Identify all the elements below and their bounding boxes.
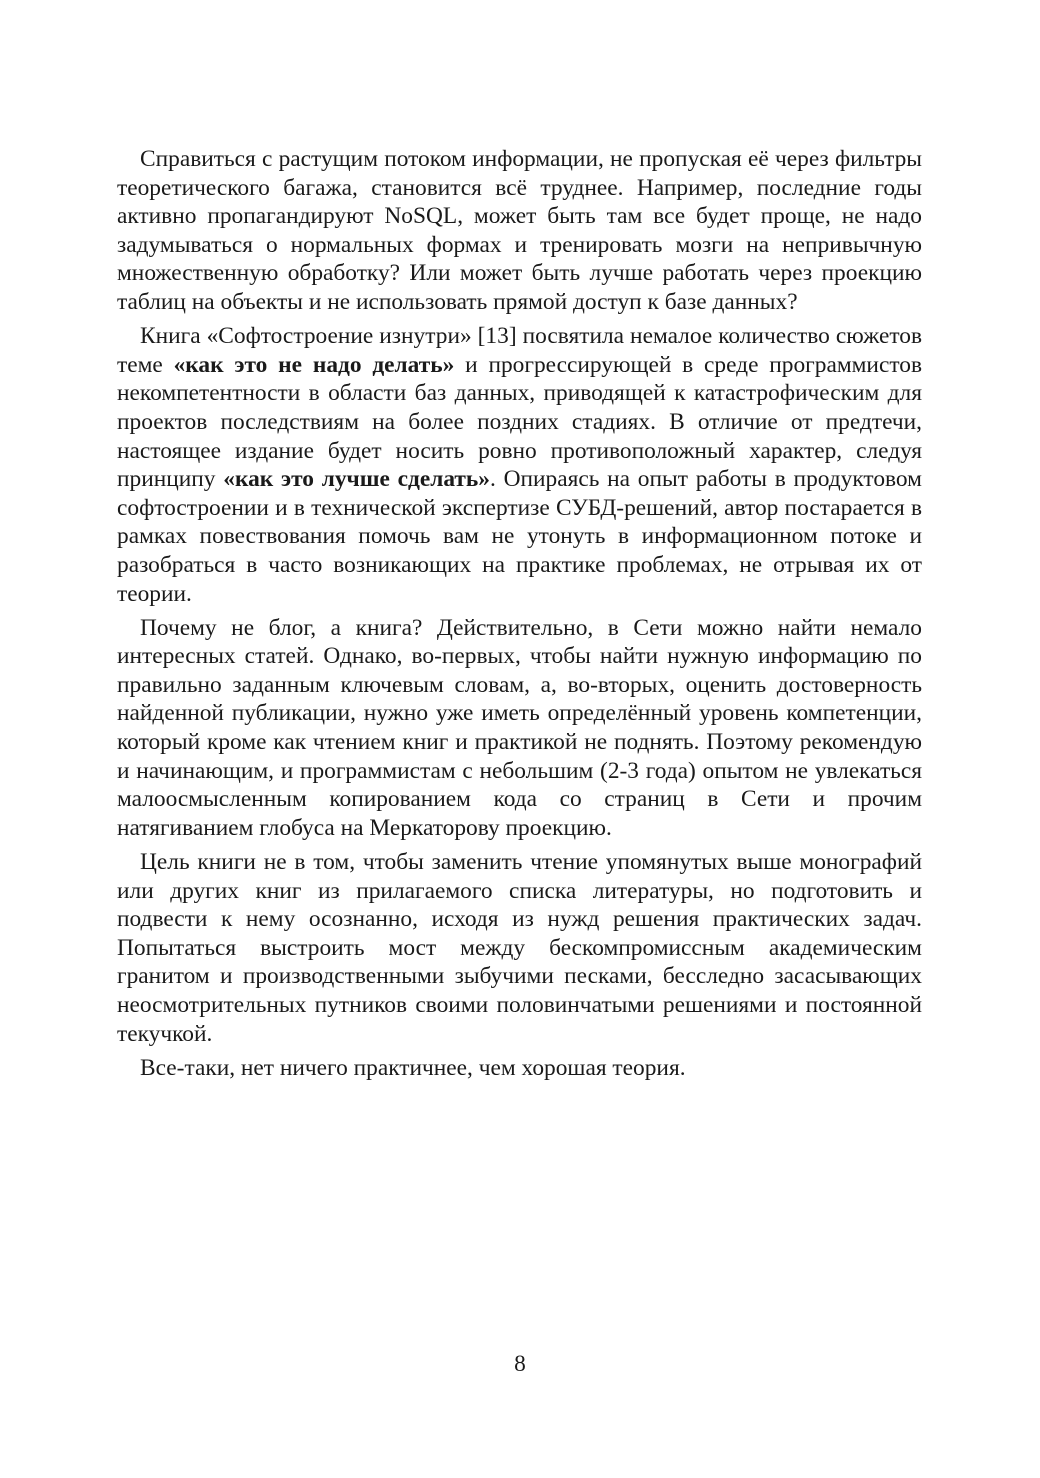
page-number: 8 [514, 1351, 526, 1377]
paragraph-1-text: Справиться с растущим потоком информации, не пропуская её через фильтры теоретического багажа, становится всё труднее. Например, последние годы активно пропагандируют NoSQL, может быть там все будет проще, не надо задумываться о нормальных формах и тренировать мозги на непривычную множественную обработку? Или может быть лучше работать через проекцию таблиц на объекты и не использовать прямой доступ к базе данных? [117, 146, 922, 315]
body-text [117, 145, 922, 1088]
paragraph-2-part-1: Книга «Софтостроение изнутри» [13] посвятила немалое количество сюжетов теме [117, 323, 922, 378]
emphasis-how-to-do-better: «как это лучше сделать» [223, 466, 490, 493]
paragraph-5 [117, 1054, 922, 1083]
paragraph-4-text: Цель книги не в том, чтобы заменить чтение упомянутых выше монографий или других книг из прилагаемого списка литературы, но подготовить и подвести к нему осознанно, исходя из нужд решения практических задач. Попытаться выстроить мост между бескомпромиссным академическим гранитом и производственными зыбучими песками, бесследно засасывающих неосмотрительных путников своими половинчатыми решениями и постоянной текучкой. [117, 849, 922, 1047]
paragraph-2 [117, 322, 922, 608]
paragraph-3-text: Почему не блог, а книга? Действительно, в Сети можно найти немало интересных статей. Однако, во-первых, чтобы найти нужную информацию по правильно заданным ключевым словам, а, во-вторых, оценить достоверность найденной публикации, нужно уже иметь определённый уровень компетенции, который кроме как чтением книг и практикой не поднять. Поэтому рекомендую и начинающим, и программистам с небольшим (2-3 года) опытом не увлекаться малоосмысленным копированием кода со страниц в Сети и прочим натягиванием глобуса на Меркаторову проекцию. [117, 614, 922, 841]
paragraph-5-text: Все-таки, нет ничего практичнее, чем хорошая теория. [140, 1054, 686, 1081]
paragraph-2-part-2: и прогрессирующей в среде программистов некомпетентности в области баз данных, приводящей к катастрофическим для проектов последствиям на более поздних стадиях. В отличие от предтечи, настоящее издание будет носить ровно противоположный характер, следуя принципу [117, 351, 922, 493]
emphasis-how-not-to-do: «как это не надо делать» [173, 351, 455, 378]
paragraph-4 [117, 848, 922, 1048]
paragraph-1 [117, 145, 922, 317]
paragraph-2-part-3: . Опираясь на опыт работы в продуктовом софтостроении и в технической экспертизе СУБД-решений, автор постарается в рамках повествования помочь вам не утонуть в информационном потоке и разобраться в часто возникающих на практике проблемах, не отрывая их от теории. [117, 466, 922, 607]
paragraph-3 [117, 614, 922, 843]
